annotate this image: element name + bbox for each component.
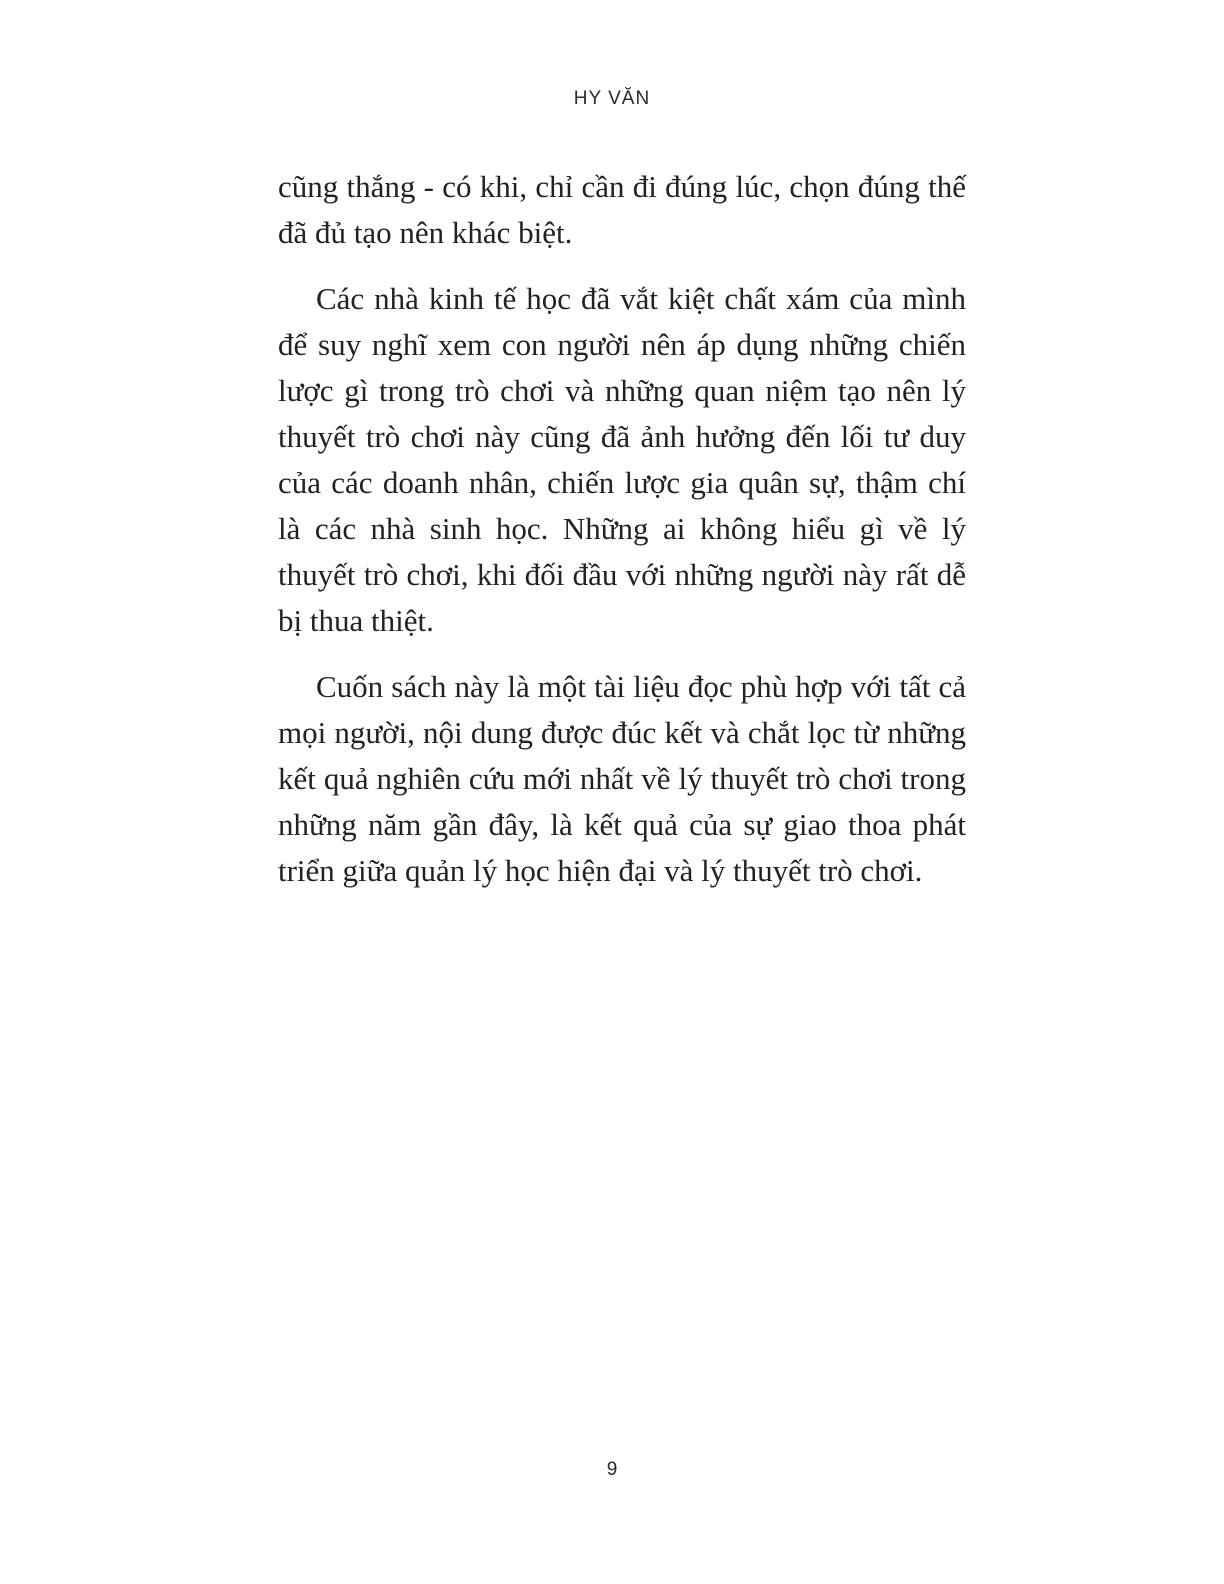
body-text: [278, 164, 966, 914]
page-number: 9: [606, 1459, 618, 1480]
running-header: HY VĂN: [573, 88, 651, 109]
paragraph-continuation: cũng thắng - có khi, chỉ cần đi đúng lúc, chọn đúng thế đã đủ tạo nên khác biệt.: [278, 169, 966, 250]
paragraph: Các nhà kinh tế học đã vắt kiệt chất xám của mình để suy nghĩ xem con người nên áp dụng những chiến lược gì trong trò chơi và những quan niệm tạo nên lý thuyết trò chơi này cũng đã ảnh hưởng đến lối tư duy của các doanh nhân, chiến lược gia quân sự, thậm chí là các nhà sinh học. Những ai không hiểu gì về lý thuyết trò chơi, khi đối đầu với những người này rất dễ bị thua thiệt.: [278, 281, 966, 638]
paragraph: Cuốn sách này là một tài liệu đọc phù hợp với tất cả mọi người, nội dung được đúc kết và chắt lọc từ những kết quả nghiên cứu mới nhất về lý thuyết trò chơi trong những năm gần đây, là kết quả của sự giao thoa phát triển giữa quản lý học hiện đại và lý thuyết trò chơi.: [278, 669, 966, 888]
